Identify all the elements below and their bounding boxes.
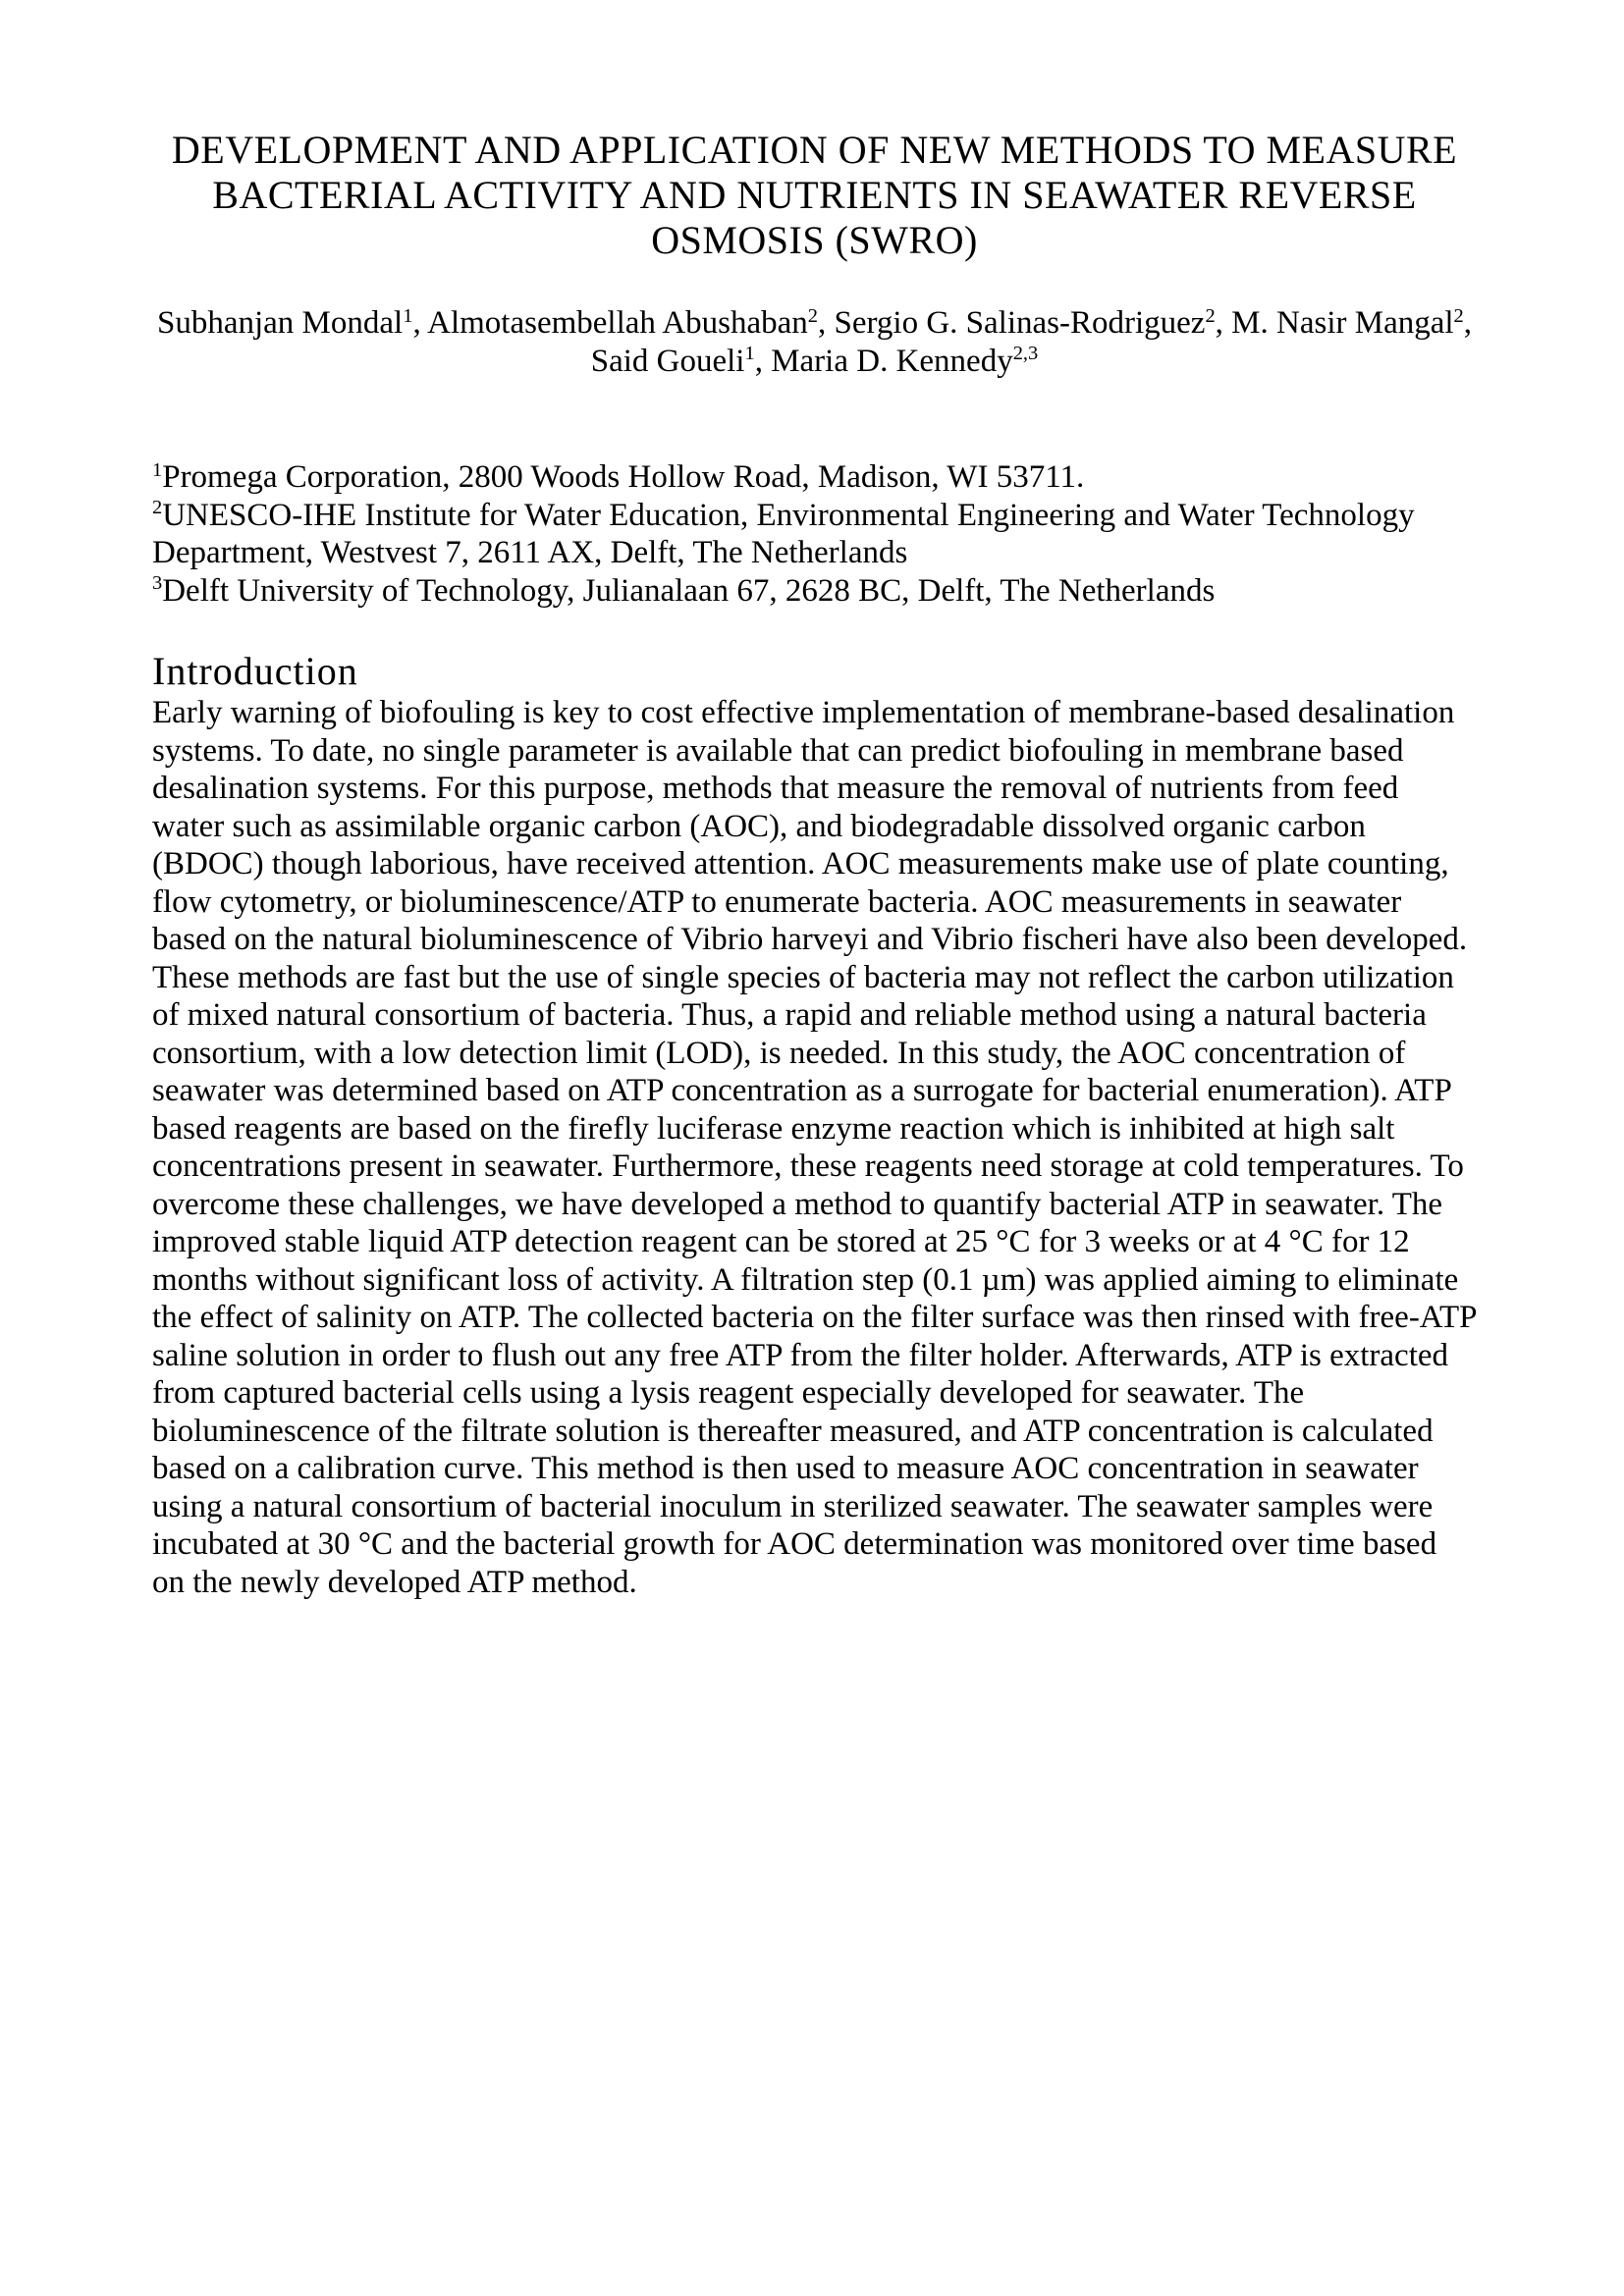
author: Subhanjan Mondal$^1$: [156, 304, 413, 341]
author-affiliation-superscript: 2,3: [1012, 343, 1039, 365]
affiliation-number-superscript: 3: [152, 572, 163, 595]
affiliation-list: [152, 458, 1477, 610]
author-affiliation-superscript: 2: [807, 304, 819, 327]
paper-title: DEVELOPMENT AND APPLICATION OF NEW METHODS TO MEASURE BACTERIAL ACTIVITY AND NUTRIENTS IN SEAWATER REVERSE OSMOSIS (SWRO): [171, 128, 1458, 262]
author-affiliation-superscript: 2: [1205, 304, 1216, 327]
author: Sergio G. Salinas-Rodriguez$^2$: [834, 304, 1216, 341]
affiliation-number-superscript: 2: [152, 497, 163, 519]
affiliation-number-superscript: 1: [152, 458, 163, 481]
affiliation: $^3$Delft University of Technology, Julianalaan 67, 2628 BC, Delft, The Netherlands: [152, 572, 1216, 609]
affiliation: $^1$Promega Corporation, 2800 Woods Hollow Road, Madison, WI 53711.: [152, 458, 1085, 495]
author: Said Goueli$^1$: [590, 343, 755, 379]
author: Almotasembellah Abushaban$^2$: [427, 304, 819, 341]
author-affiliation-superscript: 2: [1453, 304, 1464, 327]
section-heading-introduction: Introduction: [152, 649, 358, 693]
affiliation: $^2$UNESCO-IHE Institute for Water Education, Environmental Engineering and Water Technology Department, Westvest 7, 2611 AX, Delft, The Netherlands: [152, 497, 1415, 570]
author: Maria D. Kennedy$^{2,3}$: [771, 343, 1039, 379]
author-affiliation-superscript: 1: [744, 343, 755, 365]
author-affiliation-superscript: 1: [403, 304, 413, 327]
introduction-paragraph: Early warning of biofouling is key to cost effective implementation of membrane-based desalination systems. To date, no single parameter is available that can predict biofouling in membrane based desalination systems. For this purpose, methods that measure the removal of nutrients from feed water such as assimilable organic carbon (AOC), and biodegradable dissolved organic carbon (BDOC) though laborious, have received attention. AOC measurements make use of plate counting, flow cytometry, or bioluminescence/ATP to enumerate bacteria. AOC measurements in seawater based on the natural bioluminescence of Vibrio harveyi and Vibrio fischeri have also been developed. These methods are fast but the use of single species of bacteria may not reflect the carbon utilization of mixed natural consortium of bacteria. Thus, a rapid and reliable method using a natural bacteria consortium, with a low detection limit (LOD), is needed. In this study, the AOC concentration of seawater was determined based on ATP concentration as a surrogate for bacterial enumeration). ATP based reagents are based on the firefly luciferase enzyme reaction which is inhibited at high salt concentrations present in seawater. Furthermore, these reagents need storage at cold temperatures. To overcome these challenges, we have developed a method to quantify bacterial ATP in seawater. The improved stable liquid ATP detection reagent can be stored at 25 °C for 3 weeks or at 4 °C for 12 months without significant loss of activity. A filtration step (0.1 µm) was applied aiming to eliminate the effect of salinity on ATP. The collected bacteria on the filter surface was then rinsed with free-ATP saline solution in order to flush out any free ATP from the filter holder. Afterwards, ATP is extracted from captured bacterial cells using a lysis reagent especially developed for seawater. The bioluminescence of the filtrate solution is thereafter measured, and ATP concentration is calculated based on a calibration curve. This method is then used to measure AOC concentration in seawater using a natural consortium of bacterial inoculum in sterilized seawater. The seawater samples were incubated at 30 °C and the bacterial growth for AOC determination was monitored over time based on the newly developed ATP method.: [152, 695, 1477, 1600]
author: M. Nasir Mangal$^2$: [1231, 304, 1464, 341]
author-list: Subhanjan Mondal$^1$, Almotasembellah Abushaban$^2$, Sergio G. Salinas-Rodriguez$^2$, M. Nasir Mangal$^2$, Said Goueli$^1$, Maria D. Kennedy$^{2,3}$: [156, 304, 1473, 379]
